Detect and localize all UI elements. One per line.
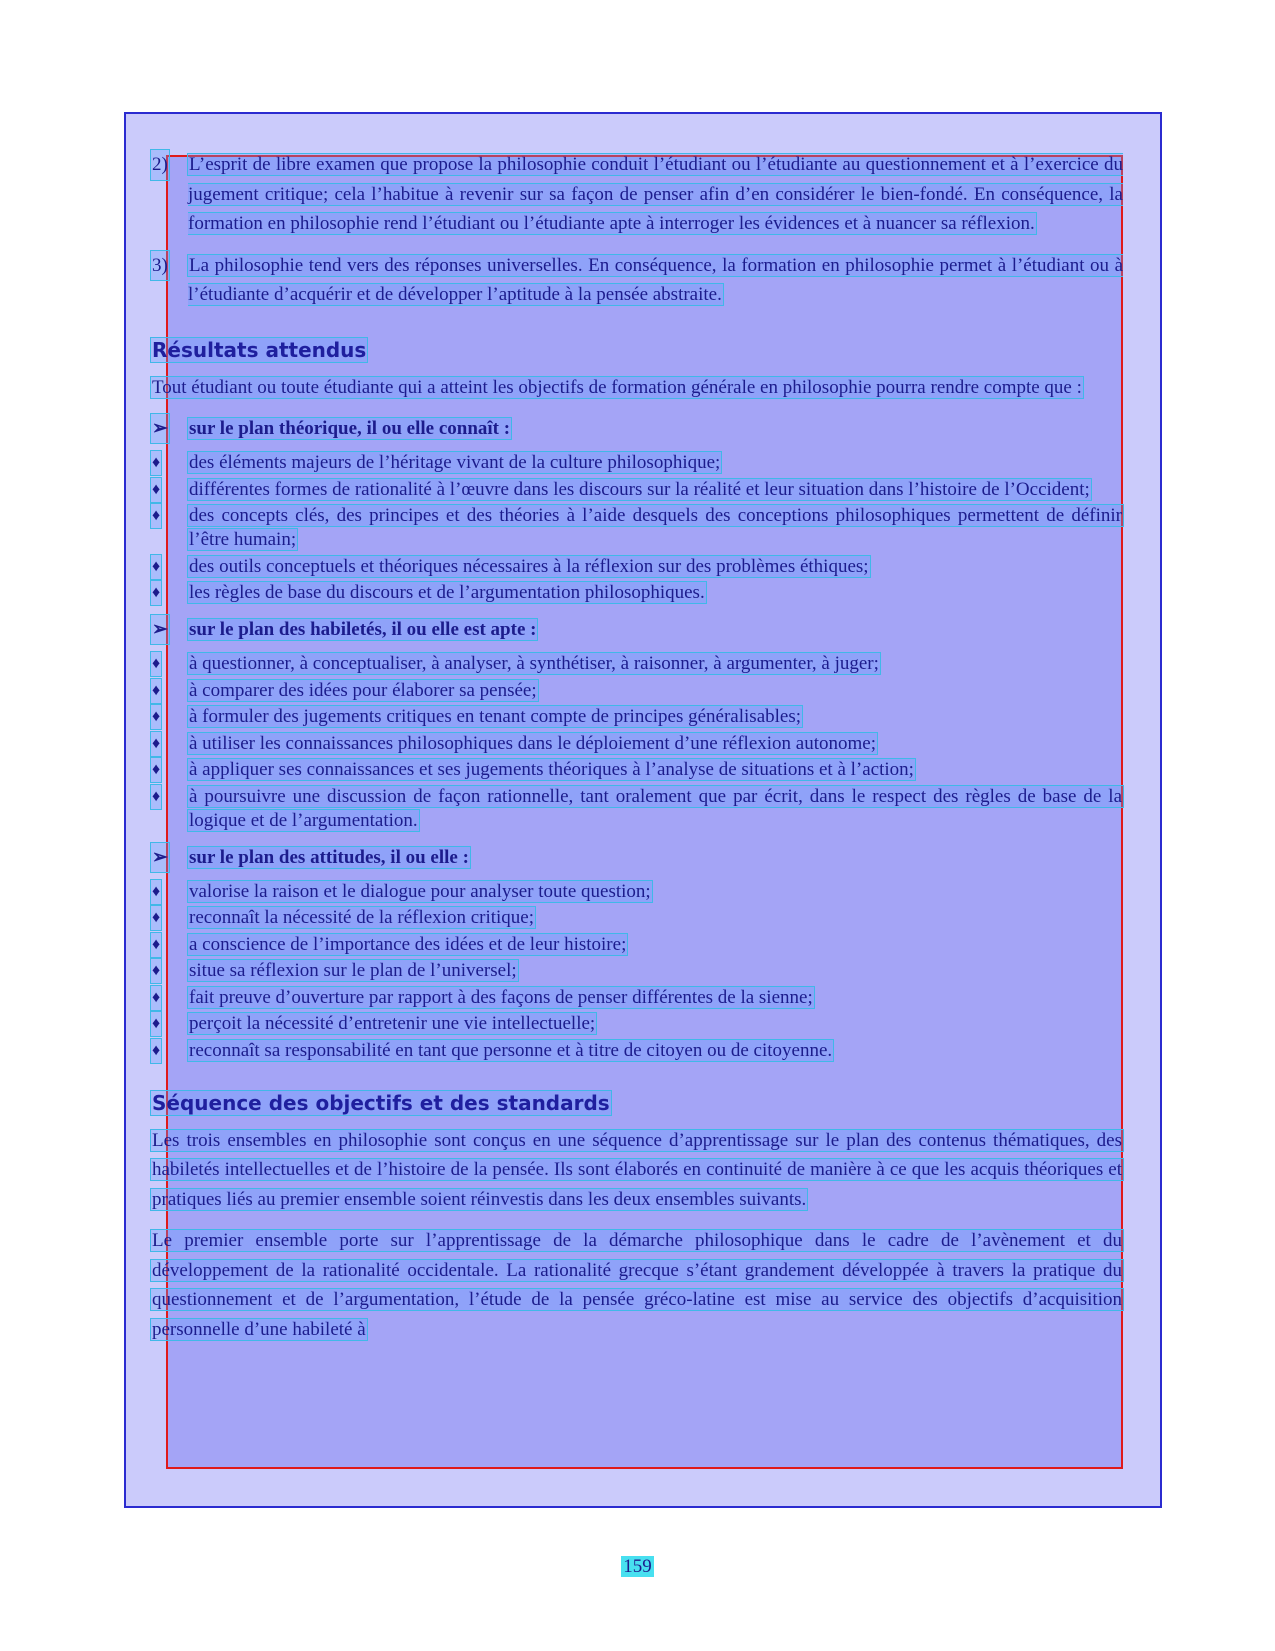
list-item: ♦ à poursuivre une discussion de façon rationnelle, tant oralement que par écrit, dans le respect des règles de base de la logique et de l’argumentation.: [152, 785, 1122, 831]
list-item: ♦ a conscience de l’importance des idées et de leur histoire;: [152, 933, 627, 955]
list-item: ♦ des concepts clés, des principes et des théories à l’aide desquels des conceptions philosophiques permettent de définir l’être humain;: [152, 505, 1122, 550]
list-item: ♦ à appliquer ses connaissances et ses jugements théoriques à l’analyse de situations et à l’action;: [152, 759, 914, 780]
diamond-bullet-icon: ♦: [151, 880, 161, 904]
list-theory: [151, 451, 1123, 605]
section-heading-sequence: Séquence des objectifs et des standards: [152, 1090, 610, 1115]
diamond-bullet-icon: ♦: [151, 679, 161, 703]
objective-item: [151, 251, 1123, 310]
results-intro: Tout étudiant ou toute étudiante qui a atteint les objectifs de formation générale en philosophie pourra rendre compte que :: [152, 376, 1082, 398]
group-heading-attitudes: [151, 843, 1123, 872]
list-item: ♦ les règles de base du discours et de l’argumentation philosophiques.: [152, 582, 705, 603]
list-item: ♦ à formuler des jugements critiques en tenant compte de principes généralisables;: [152, 706, 802, 727]
diamond-bullet-icon: ♦: [151, 986, 161, 1010]
list-item: ♦ situe sa réflexion sur le plan de l’universel;: [152, 960, 517, 981]
diamond-bullet-icon: ♦: [151, 1039, 161, 1063]
diamond-bullet-icon: ♦: [151, 705, 161, 729]
list-item: ♦ à comparer des idées pour élaborer sa pensée;: [152, 679, 537, 701]
diamond-bullet-icon: ♦: [151, 451, 161, 475]
group-heading-theory: [151, 414, 1123, 443]
section-heading-results: Résultats attendus: [152, 337, 367, 362]
objective-marker: 2): [151, 150, 169, 180]
objective-text: L’esprit de libre examen que propose la philosophie conduit l’étudiant ou l’étudiante au questionnement et à l’exercice du jugement critique; cela l’habitue à revenir sur sa façon de penser afin d’en considérer le bien-fondé. En conséquence, la formation en philosophie rend l’étudiant ou l’étudiante apte à interroger les évidences et à nuancer sa réflexion.: [188, 154, 1123, 234]
diamond-bullet-icon: ♦: [151, 933, 161, 957]
diamond-bullet-icon: ♦: [151, 758, 161, 782]
objective-text: La philosophie tend vers des réponses universelles. En conséquence, la formation en philosophie permet à l’étudiant ou à l’étudiante d’acquérir et de développer l’aptitude à la pensée abstraite.: [188, 254, 1123, 305]
objective-item: [151, 150, 1123, 239]
objective-marker: 3): [151, 251, 169, 281]
diamond-bullet-icon: ♦: [151, 1012, 161, 1036]
list-item: ♦ reconnaît la nécessité de la réflexion critique;: [152, 907, 535, 928]
group-title: sur le plan des attitudes, il ou elle :: [189, 846, 469, 868]
diamond-bullet-icon: ♦: [151, 906, 161, 930]
diamond-bullet-icon: ♦: [151, 555, 161, 579]
group-title: sur le plan des habiletés, il ou elle est apte :: [189, 619, 537, 640]
list-item: ♦ reconnaît sa responsabilité en tant que personne et à titre de citoyen ou de citoyenne.: [152, 1039, 833, 1061]
sequence-paragraph: Les trois ensembles en philosophie sont conçus en une séquence d’apprentissage sur le plan des contenus thématiques, des habiletés intellectuelles et de l’histoire de la pensée. Ils sont élaborés en continuité de manière à ce que les acquis théoriques et pratiques liés au premier ensemble soient réinvestis dans les deux ensembles suivants.: [152, 1129, 1122, 1210]
diamond-bullet-icon: ♦: [151, 785, 161, 809]
arrow-bullet-icon: ➢: [151, 843, 169, 872]
sequence-paragraph: Le premier ensemble porte sur l’apprentissage de la démarche philosophique dans le cadre de l’avènement et du développement de la rationalité occidentale. La rationalité grecque s’étant grandement développée à travers la pratique du questionnement et de l’argumentation, l’étude de la pensée gréco-latine est mise au service des objectifs d’acquisition personnelle d’une habileté à: [152, 1230, 1122, 1340]
arrow-bullet-icon: ➢: [151, 414, 169, 443]
diamond-bullet-icon: ♦: [151, 581, 161, 605]
list-item: ♦ à questionner, à conceptualiser, à analyser, à synthétiser, à raisonner, à argumenter, à juger;: [152, 653, 879, 674]
list-skills: [151, 652, 1123, 833]
group-title: sur le plan théorique, il ou elle connaît :: [189, 418, 511, 439]
document-body: [151, 150, 1123, 1356]
group-heading-skills: [151, 615, 1123, 644]
diamond-bullet-icon: ♦: [151, 959, 161, 983]
list-item: ♦ fait preuve d’ouverture par rapport à des façons de penser différentes de la sienne;: [152, 986, 813, 1008]
list-item: ♦ à utiliser les connaissances philosophiques dans le déploiement d’une réflexion autonome;: [152, 732, 876, 754]
list-item: ♦ valorise la raison et le dialogue pour analyser toute question;: [152, 880, 651, 902]
diamond-bullet-icon: ♦: [151, 732, 161, 756]
list-item: ♦ perçoit la nécessité d’entretenir une vie intellectuelle;: [152, 1013, 596, 1034]
diamond-bullet-icon: ♦: [151, 478, 161, 502]
diamond-bullet-icon: ♦: [151, 504, 161, 528]
list-attitudes: [151, 880, 1123, 1063]
list-item: ♦ des éléments majeurs de l’héritage vivant de la culture philosophique;: [152, 452, 721, 473]
page-number: 159: [623, 1556, 652, 1577]
list-item: ♦ des outils conceptuels et théoriques nécessaires à la réflexion sur des problèmes éthiques;: [152, 555, 869, 577]
diamond-bullet-icon: ♦: [151, 652, 161, 676]
list-item: ♦ différentes formes de rationalité à l’œuvre dans les discours sur la réalité et leur situation dans l’histoire de l’Occident;: [152, 478, 1090, 500]
arrow-bullet-icon: ➢: [151, 615, 169, 644]
